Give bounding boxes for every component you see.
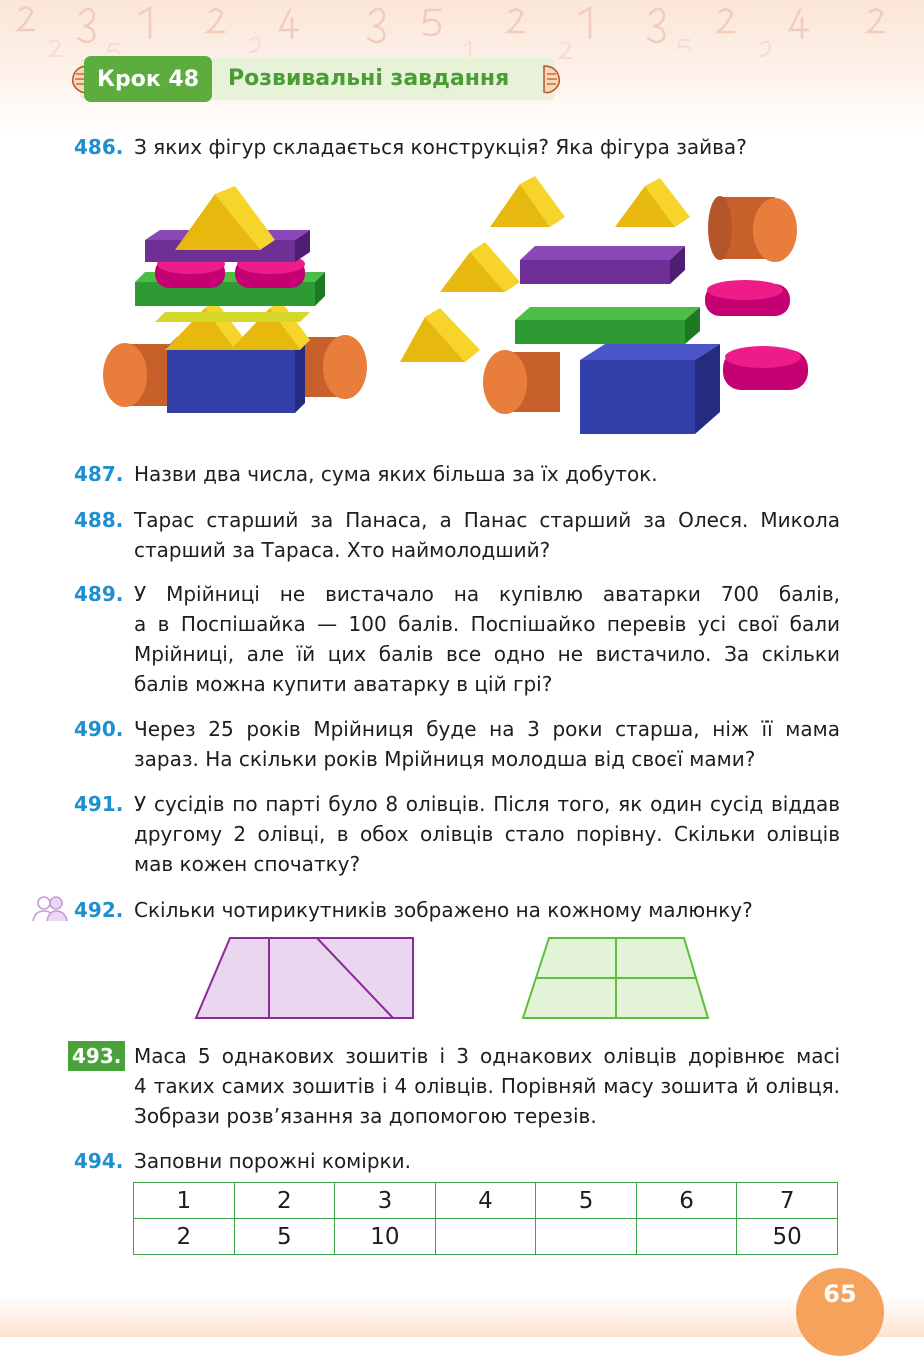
task-number: 488. <box>74 508 124 532</box>
task-486 <box>74 132 840 162</box>
step-badge: Крок 48 <box>84 56 212 102</box>
task-text-line: другому 2 олівці, в обох олівців стало порівну. Скільки олівців <box>134 822 840 846</box>
purple-trapezoid-figure <box>196 938 413 1018</box>
task-487 <box>74 459 840 489</box>
building-blocks-illustration <box>95 172 820 442</box>
table-cell: 3 <box>335 1183 436 1219</box>
bottom-decorative-band <box>0 1295 924 1337</box>
task-number: 491. <box>74 792 124 816</box>
block-construction <box>103 186 367 413</box>
table-cell: 7 <box>737 1183 838 1219</box>
table-cell: 2 <box>134 1219 235 1255</box>
task-text-line: мав кожен спочатку? <box>134 852 361 876</box>
task-text-line: 4 таких самих зошитів і 4 олівців. Порівняй масу зошита й олівця. <box>134 1074 840 1098</box>
task-number: 492. <box>74 898 124 922</box>
task-number: 489. <box>74 582 124 606</box>
table-cell: 2 <box>234 1183 335 1219</box>
table-cell: 5 <box>234 1219 335 1255</box>
task-text-line: балів можна купити аватарку в цій грі? <box>134 672 553 696</box>
table-row <box>134 1183 838 1219</box>
task-text-line: У сусідів по парті було 8 олівців. Після того, як один сусід віддав <box>134 792 840 816</box>
table-cell: 5 <box>536 1183 637 1219</box>
table-cell: 6 <box>636 1183 737 1219</box>
task-text-line: старший за Тараса. Хто наймолодший? <box>134 538 551 562</box>
table-cell-empty[interactable] <box>636 1219 737 1255</box>
table-cell: 10 <box>335 1219 436 1255</box>
task-text: Заповни порожні комірки. <box>134 1149 411 1173</box>
decorative-digits-pattern <box>0 0 924 60</box>
task-number: 486. <box>74 135 124 159</box>
task-text-line: Мрійниці, але їй цих балів все одно не вистачило. За скільки <box>134 642 840 666</box>
task-text: З яких фігур складається конструкція? Яка фігура зайва? <box>134 135 747 159</box>
task-492 <box>74 895 840 925</box>
page-number: 65 <box>823 1280 857 1308</box>
hand-right-icon <box>542 62 562 96</box>
task-number: 494. <box>74 1149 124 1173</box>
task-491 <box>74 789 840 879</box>
pair-work-icon <box>30 893 70 923</box>
lesson-header <box>70 56 565 102</box>
task-number: 487. <box>74 462 124 486</box>
task-text: Скільки чотирикутників зображено на кожному малюнку? <box>134 898 753 922</box>
task-493 <box>74 1041 840 1131</box>
task-number-highlighted: 493. <box>68 1041 125 1071</box>
task-text-line: а в Поспішайка — 100 балів. Поспішайко перевів усі свої бали <box>134 612 840 636</box>
task-488 <box>74 505 840 565</box>
task-text-line: У Мрійниці не вистачало на купівлю аватарки 700 балів, <box>134 582 840 606</box>
table-cell: 50 <box>737 1219 838 1255</box>
table-row <box>134 1219 838 1255</box>
separated-blocks <box>400 176 808 434</box>
decorative-digits <box>0 0 924 60</box>
task-494 <box>74 1146 840 1176</box>
task-text-line: Через 25 років Мрійниця буде на 3 роки старша, ніж її мама <box>134 717 840 741</box>
table-cell: 1 <box>134 1183 235 1219</box>
table-cell: 4 <box>435 1183 536 1219</box>
task-number: 490. <box>74 717 124 741</box>
task-489 <box>74 579 840 699</box>
quadrilateral-figures <box>190 934 720 1024</box>
section-title: Розвивальні завдання <box>228 66 510 91</box>
task-text-line: Зобрази розв’язання за допомогою терезів. <box>134 1104 597 1128</box>
task-text-line: зараз. На скільки років Мрійниця молодша від своєї мами? <box>134 747 756 771</box>
table-cell-empty[interactable] <box>536 1219 637 1255</box>
task-text: Назви два числа, сума яких більша за їх добуток. <box>134 462 658 486</box>
task-text-line: Маса 5 однакових зошитів і 3 однакових олівців дорівнює масі <box>134 1044 840 1068</box>
green-trapezoid-figure <box>523 938 708 1018</box>
task-text-line: Тарас старший за Панаса, а Панас старший за Олеся. Микола <box>134 508 840 532</box>
table-cell-empty[interactable] <box>435 1219 536 1255</box>
task-490 <box>74 714 840 774</box>
number-table <box>133 1182 838 1255</box>
